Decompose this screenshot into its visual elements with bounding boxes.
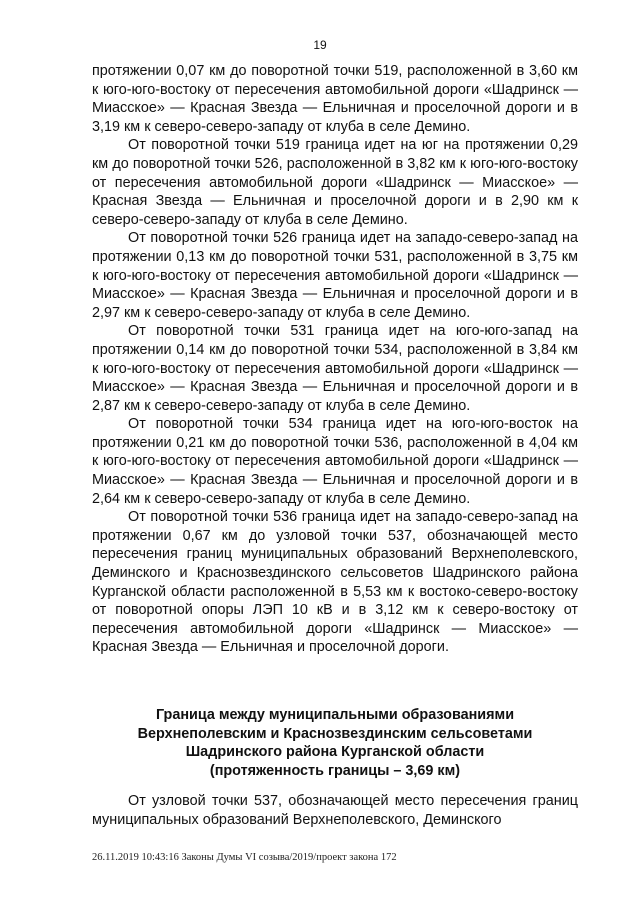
paragraph-point-519: От поворотной точки 519 граница идет на юг на протяжении 0,29 км до поворотной точки 526, расположенной в 3,82 км к юго-юго-востоку от пересечения автомобильной дороги «Шадринск — Миасское» — Красная Звезда — Ельничная и проселочной дороги и в 2,90 км к северо-северо-западу от клуба в селе Демино. [92,137,578,228]
document-footer: 26.11.2019 10:43:16 Законы Думы VI созыва/2019/проект закона 172 [92,852,397,863]
paragraph-continuation: протяжении 0,07 км до поворотной точки 519, расположенной в 3,60 км к юго-юго-востоку от пересечения автомобильной дороги «Шадринск — Миасское» — Красная Звезда — Ельничная и проселочной дороги и в 3,19 км к северо-северо-западу от клуба в селе Демино. [92,63,578,135]
page-number: 19 [313,38,327,52]
heading-line: Верхнеполевским и Краснозвездинским сельсоветами [137,725,533,742]
body-text [92,62,578,657]
next-section-text [92,792,578,829]
paragraph-point-536: От поворотной точки 536 граница идет на западо-северо-запад на протяжении 0,67 км до узловой точки 537, обозначающей место пересечения границ муниципальных образований Верхнеполевского, Деминского и Краснозвездинского сельсоветов Шадринского района Курганской области расположенной в 5,53 км к востоко-северо-востоку от поворотной опоры ЛЭП 10 кВ и в 3,12 км к северо-востоку от пересечения автомобильной дороги «Шадринск — Миасское» — Красная Звезда — Ельничная и проселочной дороги. [92,509,578,656]
heading-length-line: (протяженность границы – 3,69 км) [209,762,461,779]
paragraph-point-534: От поворотной точки 534 граница идет на юго-юго-восток на протяжении 0,21 км до поворотной точки 536, расположенной в 4,04 км к юго-юго-востоку от пересечения автомобильной дороги «Шадринск — Миасское» — Красная Звезда — Ельничная и проселочной дороги и в 2,64 км к северо-северо-западу от клуба в селе Демино. [92,416,578,507]
section-heading [92,706,578,780]
paragraph-point-537: От узловой точки 537, обозначающей место пересечения границ муниципальных образований Верхнеполевского, Деминского [92,793,578,828]
heading-line: Шадринского района Курганской области [185,744,485,761]
heading-line: Граница между муниципальными образованиями [155,707,515,723]
paragraph-point-531: От поворотной точки 531 граница идет на юго-юго-запад на протяжении 0,14 км до поворотной точки 534, расположенной в 3,84 км к юго-юго-востоку от пересечения автомобильной дороги «Шадринск — Миасское» — Красная Звезда — Ельничная и проселочной дороги и в 2,87 км к северо-северо-западу от клуба в селе Демино. [92,323,578,414]
paragraph-point-526: От поворотной точки 526 граница идет на западо-северо-запад на протяжении 0,13 км до поворотной точки 531, расположенной в 3,75 км к юго-юго-востоку от пересечения автомобильной дороги «Шадринск — Миасское» — Красная Звезда — Ельничная и проселочной дороги и в 2,97 км к северо-северо-западу от клуба в селе Демино. [92,230,578,321]
